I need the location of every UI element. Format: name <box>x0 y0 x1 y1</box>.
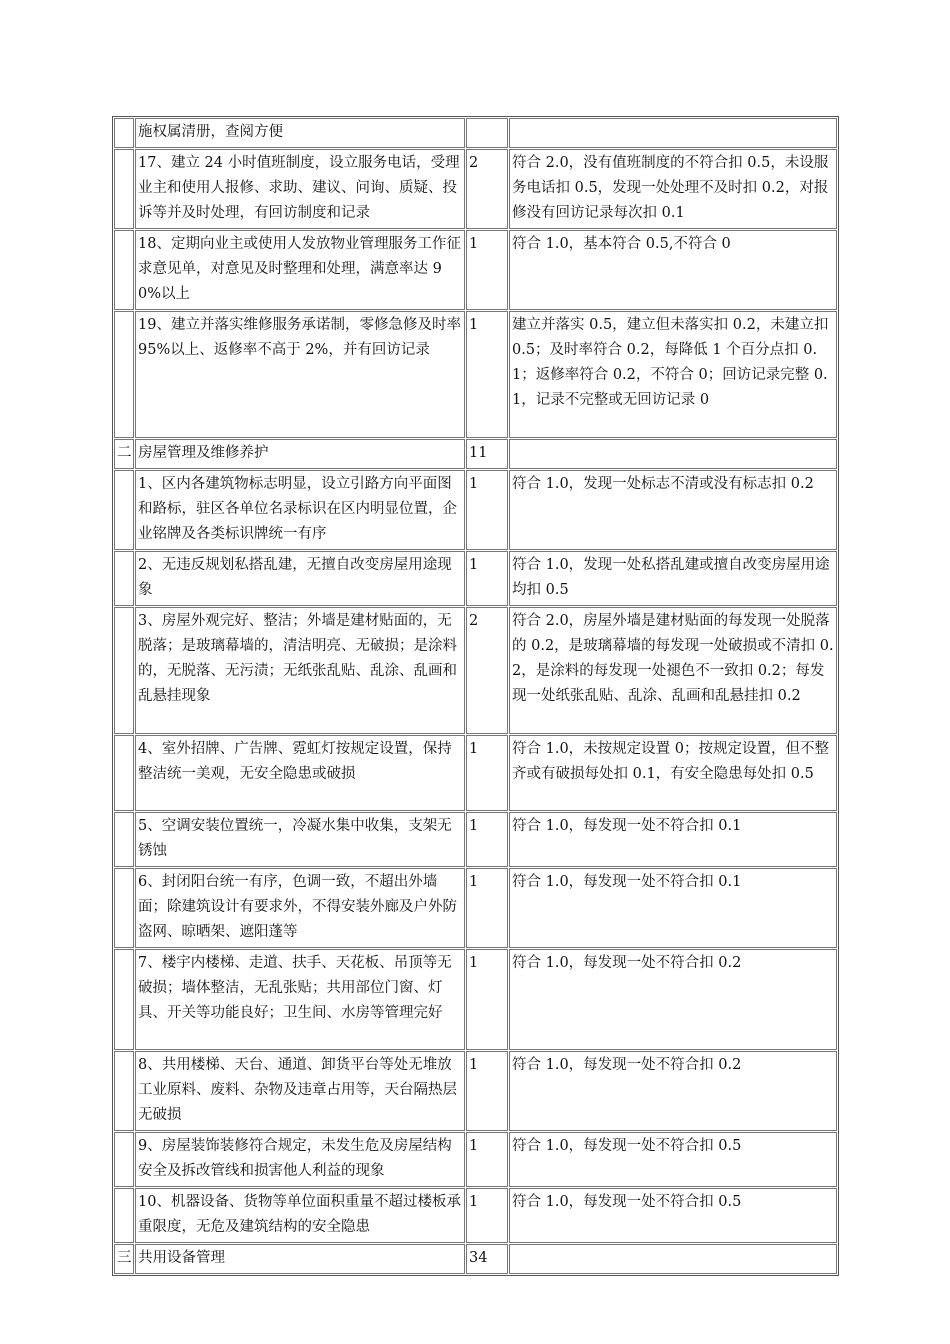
section-cell <box>114 735 134 811</box>
section-cell <box>114 470 134 550</box>
section-cell <box>114 1132 134 1187</box>
item-cell: 施权属清册，查阅方便 <box>135 118 465 148</box>
score-cell: 1 <box>466 735 508 811</box>
standard-cell: 符合 2.0，房屋外墙是建材贴面的每发现一处脱落的 0.2，是玻璃幕墙的每发现一处破损或不清扣 0.2，是涂料的每发现一处褪色不一致扣 0.2；每发现一处纸张乱贴、乱涂、乱画和乱悬挂扣 0.2 <box>509 607 837 734</box>
table-row <box>114 439 837 469</box>
section-cell <box>114 868 134 948</box>
standard-cell <box>509 1244 837 1274</box>
score-cell: 1 <box>466 230 508 310</box>
table-row <box>114 735 837 811</box>
assessment-sheet <box>112 116 839 1276</box>
score-cell: 1 <box>466 812 508 867</box>
item-cell: 10、机器设备、货物等单位面积重量不超过楼板承重限度，无危及建筑结构的安全隐患 <box>135 1188 465 1243</box>
score-cell: 1 <box>466 311 508 438</box>
standard-cell <box>509 118 837 148</box>
section-cell <box>114 1051 134 1131</box>
item-cell: 18、定期向业主或使用人发放物业管理服务工作征求意见单，对意见及时整理和处理，满意率达 90%以上 <box>135 230 465 310</box>
table-row <box>114 1051 837 1131</box>
item-cell: 6、封闭阳台统一有序，色调一致，不超出外墙面；除建筑设计有要求外，不得安装外廊及户外防盗网、晾晒架、遮阳蓬等 <box>135 868 465 948</box>
item-cell: 19、建立并落实维修服务承诺制，零修急修及时率 95%以上、返修率不高于 2%，并有回访记录 <box>135 311 465 438</box>
score-cell: 1 <box>466 1132 508 1187</box>
standard-cell: 符合 1.0，未按规定设置 0；按规定设置，但不整齐或有破损每处扣 0.1，有安全隐患每处扣 0.5 <box>509 735 837 811</box>
standard-cell: 符合 1.0，发现一处标志不清或没有标志扣 0.2 <box>509 470 837 550</box>
table-row <box>114 812 837 867</box>
item-cell: 4、室外招牌、广告牌、霓虹灯按规定设置，保持整洁统一美观，无安全隐患或破损 <box>135 735 465 811</box>
table-row <box>114 949 837 1050</box>
score-cell: 1 <box>466 1188 508 1243</box>
table-row <box>114 551 837 606</box>
item-cell: 5、空调安装位置统一，冷凝水集中收集，支架无锈蚀 <box>135 812 465 867</box>
item-cell: 3、房屋外观完好、整洁；外墙是建材贴面的，无脱落；是玻璃幕墙的，清洁明亮、无破损；是涂料的，无脱落、无污渍；无纸张乱贴、乱涂、乱画和乱悬挂现象 <box>135 607 465 734</box>
standard-cell: 符合 1.0，每发现一处不符合扣 0.5 <box>509 1132 837 1187</box>
table-row <box>114 1188 837 1243</box>
standard-cell: 符合 2.0，没有值班制度的不符合扣 0.5，未设服务电话扣 0.5，发现一处处理不及时扣 0.2，对报修没有回访记录每次扣 0.1 <box>509 149 837 229</box>
table-row <box>114 470 837 550</box>
standard-cell: 符合 1.0，每发现一处不符合扣 0.5 <box>509 1188 837 1243</box>
table-row <box>114 1132 837 1187</box>
table-row <box>114 149 837 229</box>
section-cell <box>114 551 134 606</box>
score-cell: 1 <box>466 551 508 606</box>
section-cell <box>114 311 134 438</box>
section-cell <box>114 1188 134 1243</box>
table-row <box>114 1244 837 1274</box>
standard-cell: 符合 1.0，发现一处私搭乱建或擅自改变房屋用途均扣 0.5 <box>509 551 837 606</box>
score-cell: 2 <box>466 149 508 229</box>
score-cell: 1 <box>466 1051 508 1131</box>
table-body <box>114 118 837 1274</box>
item-cell: 9、房屋装饰装修符合规定，未发生危及房屋结构安全及拆改管线和损害他人利益的现象 <box>135 1132 465 1187</box>
standard-cell: 建立并落实 0.5，建立但未落实扣 0.2，未建立扣 0.5；及时率符合 0.2，每降低 1 个百分点扣 0.1；返修率符合 0.2，不符合 0；回访记录完整 0.1，记录不完整或无回访记录 0 <box>509 311 837 438</box>
score-cell: 34 <box>466 1244 508 1274</box>
table-row <box>114 230 837 310</box>
item-cell: 1、区内各建筑物标志明显，设立引路方向平面图和路标，驻区各单位名录标识在区内明显位置，企业铭牌及各类标识牌统一有序 <box>135 470 465 550</box>
section-cell: 三 <box>114 1244 134 1274</box>
item-cell: 房屋管理及维修养护 <box>135 439 465 469</box>
table-row <box>114 118 837 148</box>
score-cell: 2 <box>466 607 508 734</box>
standard-cell: 符合 1.0，每发现一处不符合扣 0.2 <box>509 949 837 1050</box>
table-row <box>114 311 837 438</box>
item-cell: 共用设备管理 <box>135 1244 465 1274</box>
item-cell: 8、共用楼梯、天台、通道、卸货平台等处无堆放工业原料、废料、杂物及违章占用等，天台隔热层无破损 <box>135 1051 465 1131</box>
score-cell: 1 <box>466 949 508 1050</box>
standard-cell: 符合 1.0，每发现一处不符合扣 0.1 <box>509 868 837 948</box>
standard-cell: 符合 1.0，基本符合 0.5,不符合 0 <box>509 230 837 310</box>
standard-cell <box>509 439 837 469</box>
standard-cell: 符合 1.0，每发现一处不符合扣 0.1 <box>509 812 837 867</box>
score-cell: 11 <box>466 439 508 469</box>
score-cell: 1 <box>466 470 508 550</box>
section-cell <box>114 149 134 229</box>
table-row <box>114 607 837 734</box>
score-cell: 1 <box>466 868 508 948</box>
section-cell <box>114 118 134 148</box>
item-cell: 7、楼宇内楼梯、走道、扶手、天花板、吊顶等无破损；墙体整洁，无乱张贴；共用部位门窗、灯具、开关等功能良好；卫生间、水房等管理完好 <box>135 949 465 1050</box>
standard-cell: 符合 1.0，每发现一处不符合扣 0.2 <box>509 1051 837 1131</box>
section-cell <box>114 812 134 867</box>
item-cell: 17、建立 24 小时值班制度，设立服务电话，受理业主和使用人报修、求助、建议、问询、质疑、投诉等并及时处理，有回访制度和记录 <box>135 149 465 229</box>
score-cell <box>466 118 508 148</box>
section-cell: 二 <box>114 439 134 469</box>
item-cell: 2、无违反规划私搭乱建，无擅自改变房屋用途现象 <box>135 551 465 606</box>
section-cell <box>114 949 134 1050</box>
section-cell <box>114 607 134 734</box>
table-row <box>114 868 837 948</box>
section-cell <box>114 230 134 310</box>
assessment-table <box>112 116 839 1276</box>
